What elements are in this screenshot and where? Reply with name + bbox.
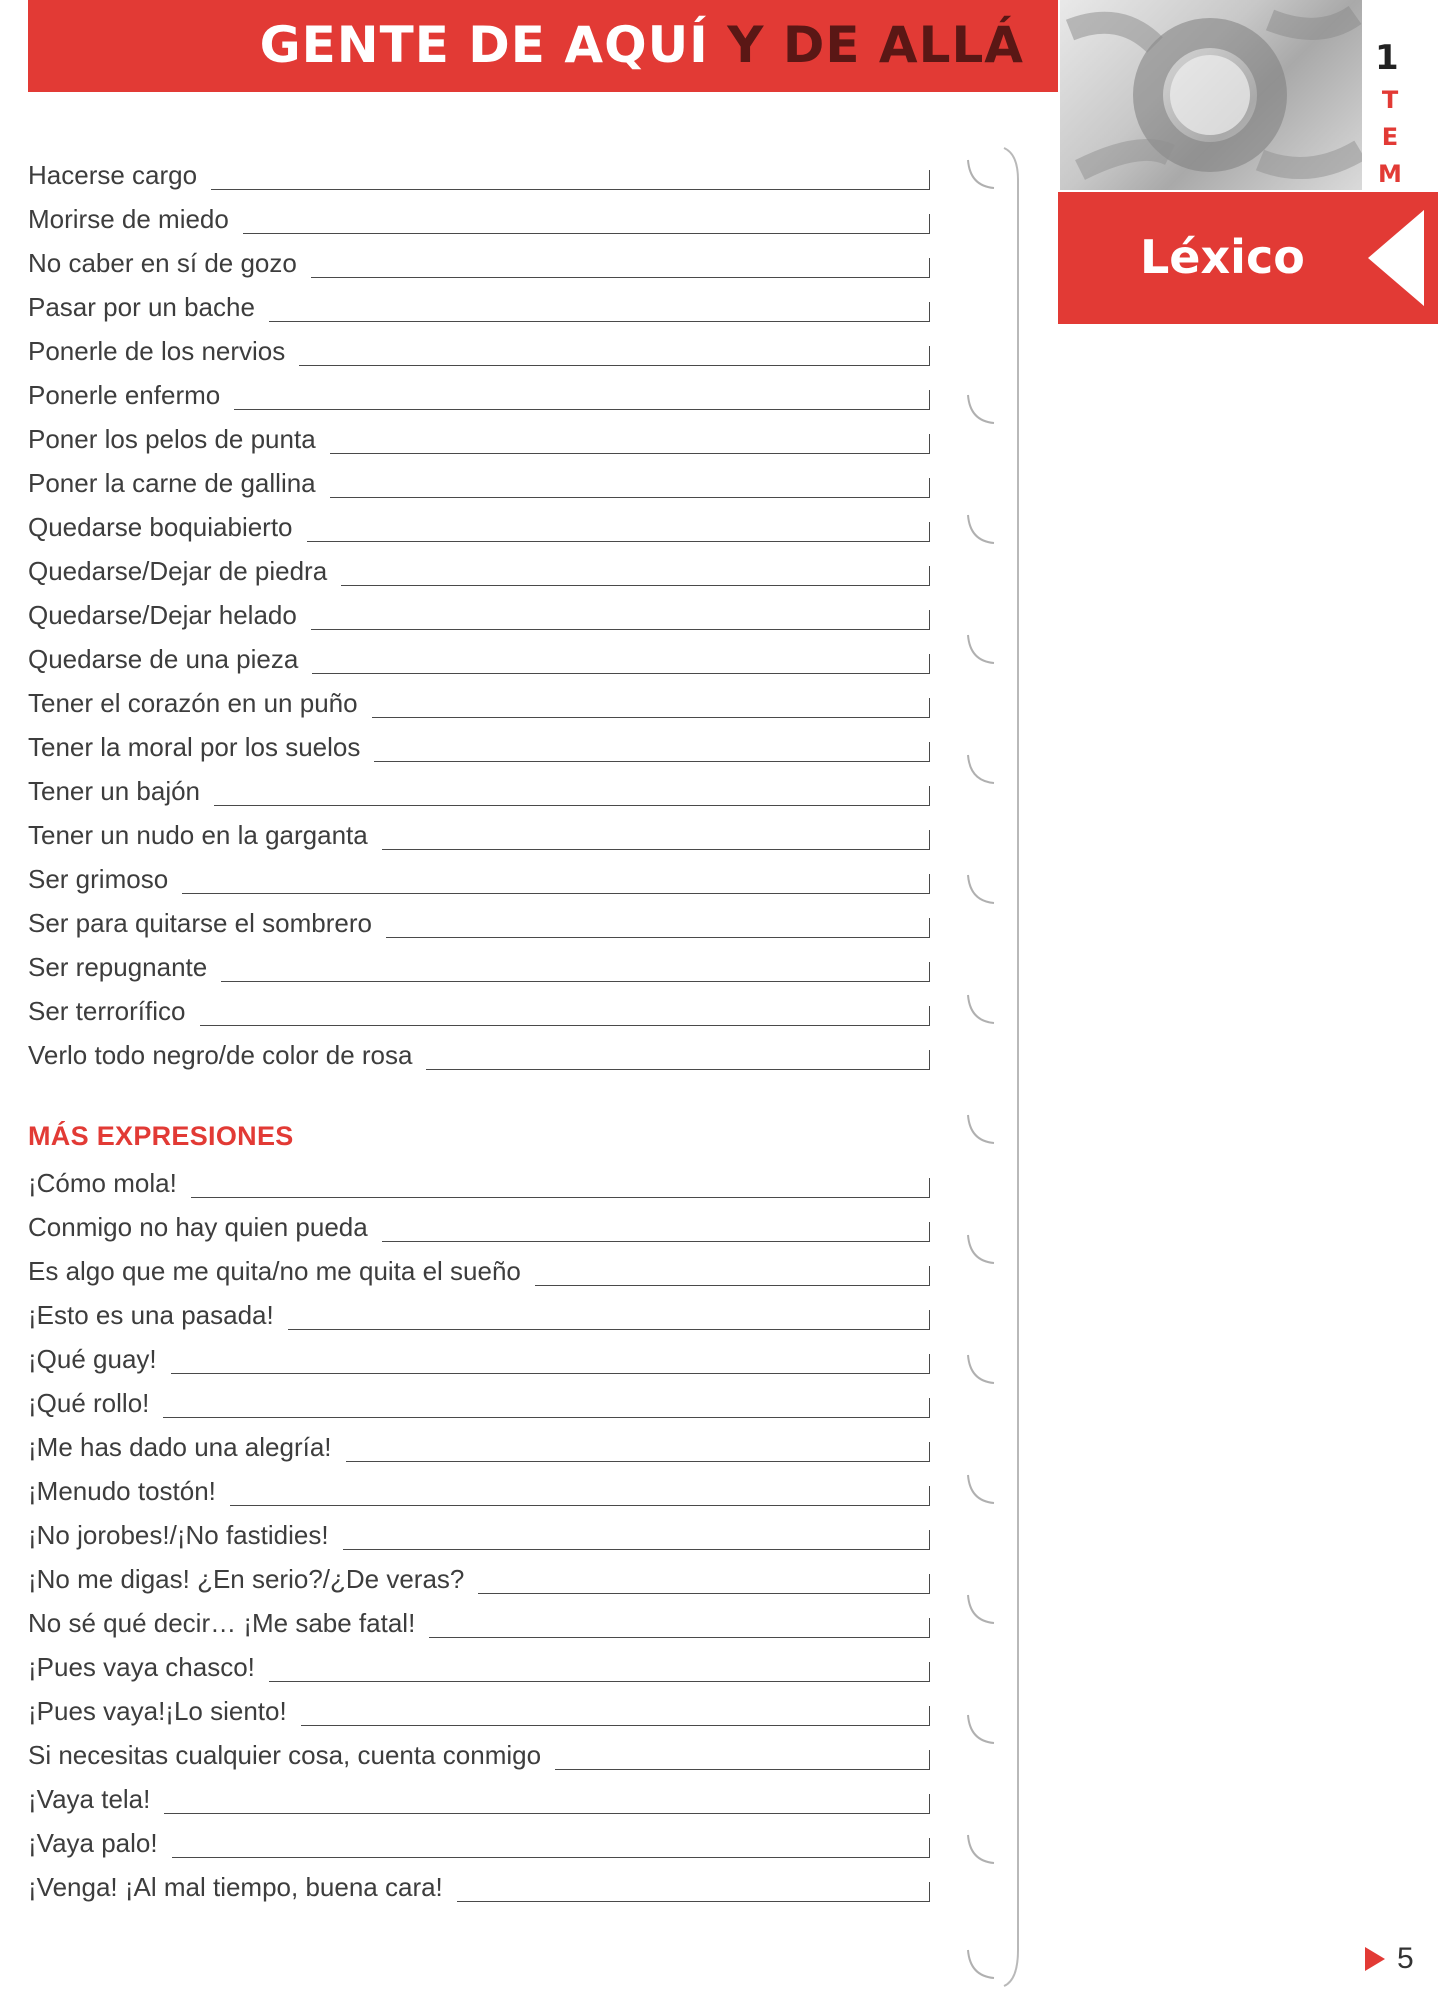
answer-line[interactable] [382, 830, 930, 850]
hands-circle-photo [1060, 0, 1362, 190]
expression-text: Poner la carne de gallina [28, 468, 316, 498]
expression-text: ¡Venga! ¡Al mal tiempo, buena cara! [28, 1872, 443, 1902]
answer-line[interactable] [200, 1006, 931, 1026]
expression-text: Quedarse/Dejar de piedra [28, 556, 328, 586]
list-item [28, 1774, 930, 1818]
list-item [28, 1334, 930, 1378]
header-band [28, 0, 1058, 92]
triangle-right-icon [1365, 1947, 1385, 1971]
list-item [28, 326, 930, 370]
list-item [28, 1818, 930, 1862]
expression-text: Verlo todo negro/de color de rosa [28, 1040, 413, 1070]
list-item [28, 194, 930, 238]
answer-line[interactable] [312, 654, 930, 674]
list-item [28, 1686, 930, 1730]
expression-text: Ser grimoso [28, 864, 169, 894]
page-number [1365, 1942, 1414, 1976]
page-title-part2: Y DE ALLÁ [727, 16, 1024, 74]
answer-line[interactable] [374, 742, 930, 762]
expression-text: ¡Qué guay! [28, 1344, 157, 1374]
chevron-left-icon [1358, 192, 1438, 324]
list-item [28, 546, 930, 590]
answer-line[interactable] [330, 434, 930, 454]
answer-line[interactable] [171, 1354, 930, 1374]
list-item [28, 1554, 930, 1598]
list-item [28, 458, 930, 502]
answer-line[interactable] [330, 478, 930, 498]
spacer [28, 1074, 930, 1114]
expression-text: Pasar por un bache [28, 292, 255, 322]
binder-rings [960, 140, 1020, 1990]
expression-text: ¡Me has dado una alegría! [28, 1432, 332, 1462]
expression-text: Tener un nudo en la garganta [28, 820, 368, 850]
expression-text: ¡Menudo tostón! [28, 1476, 216, 1506]
list-item [28, 414, 930, 458]
list-item [28, 1246, 930, 1290]
list-item [28, 1730, 930, 1774]
answer-line[interactable] [341, 566, 930, 586]
answer-line[interactable] [211, 170, 930, 190]
list-item [28, 678, 930, 722]
expression-text: Hacerse cargo [28, 160, 198, 190]
answer-line[interactable] [311, 610, 930, 630]
expression-text: Ser para quitarse el sombrero [28, 908, 372, 938]
list-item [28, 150, 930, 194]
list-item [28, 942, 930, 986]
page-title [259, 16, 1024, 74]
list-item [28, 502, 930, 546]
answer-line[interactable] [269, 302, 930, 322]
expression-text: ¡Esto es una pasada! [28, 1300, 274, 1330]
list-item [28, 1378, 930, 1422]
page-title-part1: GENTE DE AQUÍ [259, 16, 709, 74]
section-tab [1058, 192, 1438, 324]
expression-text: ¡Qué rollo! [28, 1388, 150, 1418]
answer-line[interactable] [288, 1310, 930, 1330]
answer-line[interactable] [311, 258, 930, 278]
answer-line[interactable] [163, 1398, 930, 1418]
list-item [28, 986, 930, 1030]
answer-line[interactable] [307, 522, 930, 542]
expression-text: Poner los pelos de punta [28, 424, 316, 454]
answer-line[interactable] [214, 786, 930, 806]
expression-text: No sé qué decir… ¡Me sabe fatal! [28, 1608, 416, 1638]
answer-line[interactable] [191, 1178, 930, 1198]
list-item [28, 1466, 930, 1510]
list-item [28, 766, 930, 810]
expression-list [28, 150, 930, 1906]
expression-text: Morirse de miedo [28, 204, 229, 234]
list-item [28, 370, 930, 414]
expression-text: ¡No me digas! ¿En serio?/¿De veras? [28, 1564, 465, 1594]
expression-text: Tener la moral por los suelos [28, 732, 361, 762]
expression-text: Ponerle enfermo [28, 380, 221, 410]
expression-text: ¡No jorobes!/¡No fastidies! [28, 1520, 329, 1550]
answer-line[interactable] [372, 698, 930, 718]
list-item [28, 810, 930, 854]
answer-line[interactable] [230, 1486, 930, 1506]
answer-line[interactable] [221, 962, 930, 982]
expression-text: Ser terrorífico [28, 996, 186, 1026]
answer-line[interactable] [457, 1882, 930, 1902]
answer-line[interactable] [172, 1838, 930, 1858]
answer-line[interactable] [478, 1574, 930, 1594]
page-number-text: 5 [1397, 1942, 1414, 1975]
answer-line[interactable] [535, 1266, 930, 1286]
list-item [28, 238, 930, 282]
expression-text: Quedarse boquiabierto [28, 512, 293, 542]
answer-line[interactable] [299, 346, 930, 366]
answer-line[interactable] [382, 1222, 930, 1242]
section-heading [28, 1114, 930, 1158]
list-item [28, 1030, 930, 1074]
list-item [28, 590, 930, 634]
list-item [28, 1862, 930, 1906]
list-item [28, 1202, 930, 1246]
expression-text: Quedarse/Dejar helado [28, 600, 297, 630]
expression-text: Tener un bajón [28, 776, 201, 806]
answer-line[interactable] [343, 1530, 930, 1550]
answer-line[interactable] [164, 1794, 930, 1814]
section-heading-text: MÁS EXPRESIONES [28, 1121, 294, 1151]
answer-line[interactable] [182, 874, 930, 894]
expression-text: Ponerle de los nervios [28, 336, 286, 366]
unit-label-letter: E [1381, 123, 1399, 152]
list-item [28, 1290, 930, 1334]
list-item [28, 898, 930, 942]
list-item [28, 1422, 930, 1466]
list-item [28, 1158, 930, 1202]
expression-text: Tener el corazón en un puño [28, 688, 358, 718]
list-item [28, 1598, 930, 1642]
expression-text: Ser repugnante [28, 952, 208, 982]
list-item [28, 722, 930, 766]
answer-line[interactable] [269, 1662, 930, 1682]
expression-text: ¡Cómo mola! [28, 1168, 177, 1198]
expression-text: Es algo que me quita/no me quita el sueño [28, 1256, 521, 1286]
expression-text: ¡Vaya tela! [28, 1784, 151, 1814]
answer-line[interactable] [243, 214, 930, 234]
answer-line[interactable] [234, 390, 930, 410]
expression-text: ¡Vaya palo! [28, 1828, 158, 1858]
list-item [28, 854, 930, 898]
section-tab-label: Léxico [1140, 230, 1305, 284]
expression-text: ¡Pues vaya!¡Lo siento! [28, 1696, 287, 1726]
answer-line[interactable] [346, 1442, 930, 1462]
unit-label-letter: M [1378, 160, 1402, 189]
expression-text: Quedarse de una pieza [28, 644, 299, 674]
answer-line[interactable] [301, 1706, 930, 1726]
answer-line[interactable] [426, 1050, 930, 1070]
expression-text: ¡Pues vaya chasco! [28, 1652, 255, 1682]
expression-text: No caber en sí de gozo [28, 248, 297, 278]
answer-line[interactable] [555, 1750, 930, 1770]
list-item [28, 1642, 930, 1686]
answer-line[interactable] [429, 1618, 930, 1638]
unit-number: 1 [1375, 38, 1399, 78]
list-item [28, 634, 930, 678]
expression-text: Conmigo no hay quien pueda [28, 1212, 368, 1242]
answer-line[interactable] [386, 918, 930, 938]
list-item [28, 1510, 930, 1554]
unit-label-letter: T [1381, 86, 1399, 114]
expression-text: Si necesitas cualquier cosa, cuenta conmigo [28, 1740, 542, 1770]
list-item [28, 282, 930, 326]
